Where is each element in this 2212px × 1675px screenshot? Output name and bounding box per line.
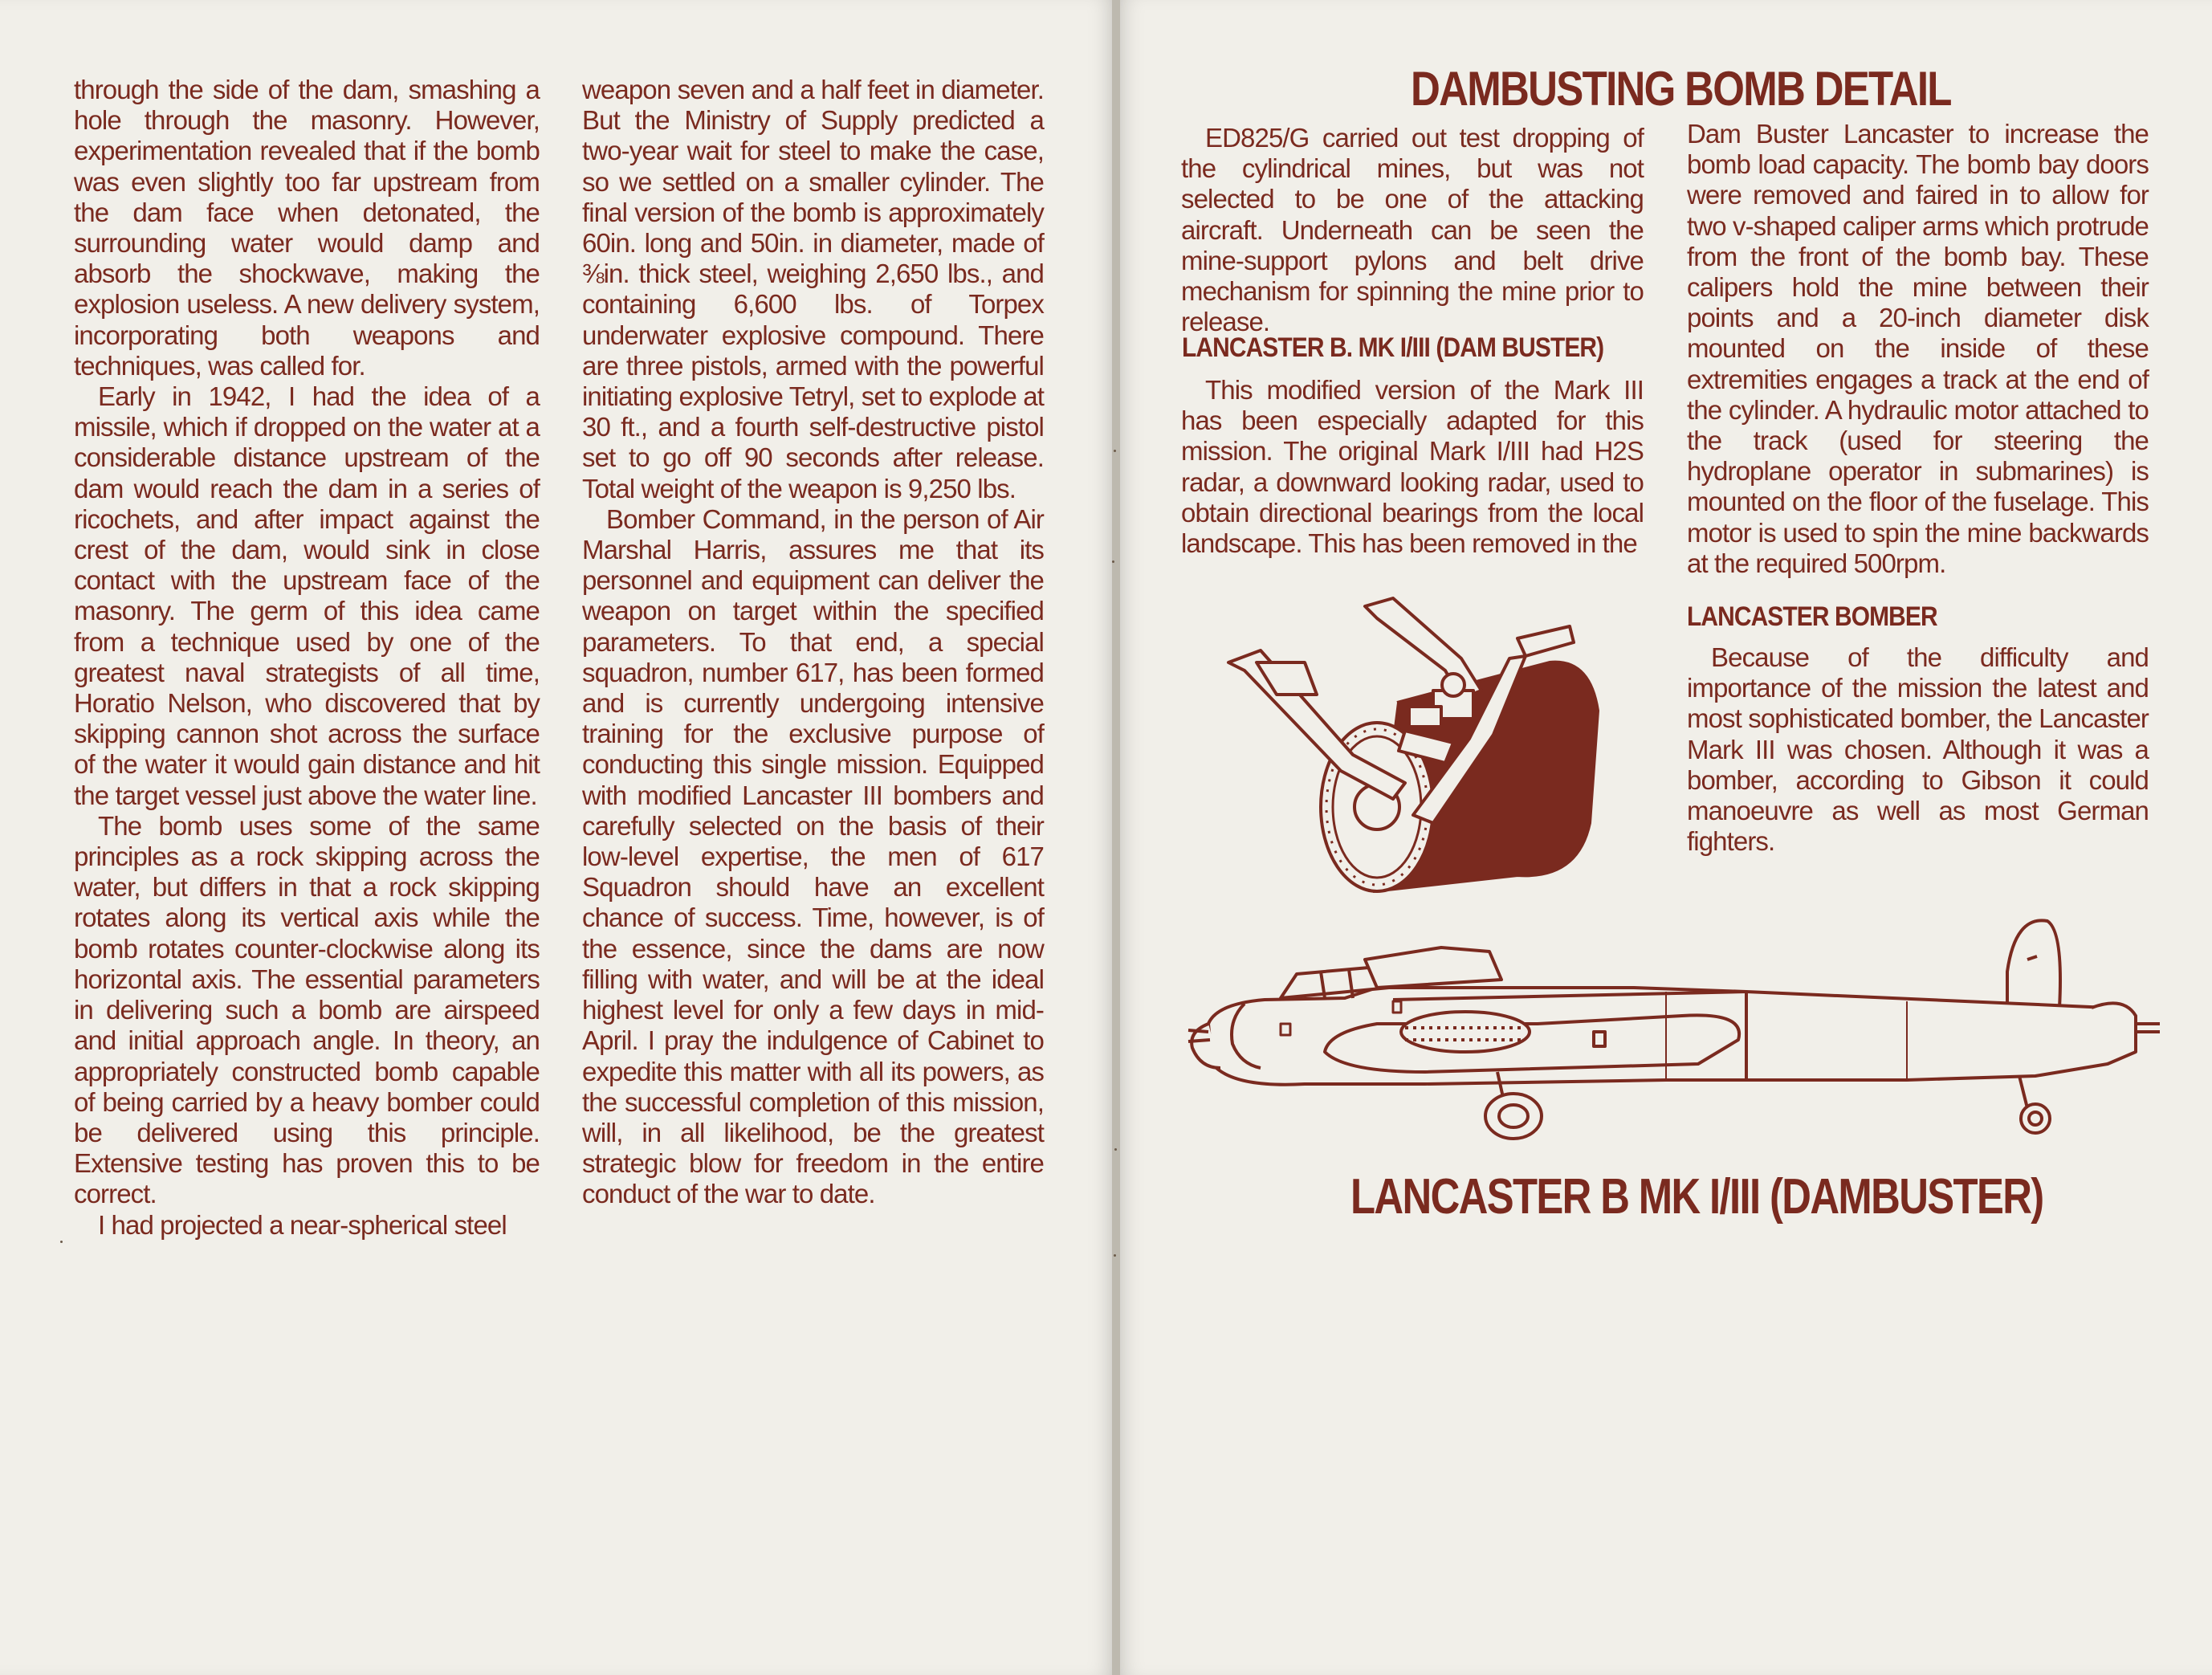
paragraph: Early in 1942, I had the idea of a missile, which if dropped on the water at a considerable distance upstream of the dam would reach the dam in a series of ricochets, and after impact against the crest of the dam, would sink in close contact with the upstream face of the masonry. The germ of this idea came from a technique used by one of the greatest naval strategists of all time, Horatio Nelson, who discovered that by skipping cannon shot across the surface of the water it would gain distance and hit the target vessel just above the water line. [74,381,540,810]
right-column-1-intro [1181,123,1644,337]
paragraph: This modified version of the Mark III has been especially adapted for this mission. The original Mark I/III had H2S radar, a downward looking radar, used to obtain directional bearings from the local landscape. This has been removed in the [1181,375,1644,559]
illustration-caption: LANCASTER B MK I/III (DAMBUSTER) [1350,1169,2043,1225]
left-column-2 [582,75,1044,1210]
paragraph: The bomb uses some of the same principles as a rock skipping across the water, but differs in that a rock skipping rotates along its vertical axis while the bomb rotates counter-clockwise along its horizontal axis. The essential parameters in delivering such a bomb are airspeed and initial approach angle. In theory, an appropriately constructed bomb capable of being carried by a heavy bomber could be delivered using this principle. Extensive testing has proven this to be correct. [74,810,540,1209]
paper-speck [1114,450,1116,452]
page-title: DAMBUSTING BOMB DETAIL [1411,62,1951,116]
paragraph: Bomber Command, in the person of Air Marshal Harris, assures me that its personnel and equipment can deliver the weapon on target within the specified parameters. To that end, a special squadron, number 617, has been formed and is currently undergoing intensive training for the exclusive purpose of conducting this single mission. Equipped with modified Lancaster III bombers and carefully selected on the basis of their low-level expertise, the men of 617 Squadron should have an excellent chance of success. Time, however, is of the essence, since the dams are now filling with water, and will be at the ideal highest level for only a few days in mid-April. I pray the indulgence of Cabinet to expedite this matter with all its powers, as the successful completion of this mission, will, in all likelihood, be the greatest strategic blow for freedom in the entire conduct of the war to date. [582,503,1044,1209]
right-column-2-top [1687,119,2149,579]
right-column-1-body [1181,375,1644,559]
left-column-1 [74,75,540,1241]
lancaster-bomber-illustration [1184,911,2180,1152]
paper-speck [1114,1254,1116,1257]
bouncing-bomb-illustration [1212,582,1614,911]
book-gutter [1112,0,1120,1675]
paper-speck [60,1241,63,1243]
right-column-2-body [1687,642,2149,857]
paragraph: Dam Buster Lancaster to increase the bomb load capacity. The bomb bay doors were removed and faired in to allow for two v-shaped caliper arms which protrude from the front of the bomb bay. These calipers hold the mine between their points and a 20-inch diameter disk mounted on the inside of these extremities engages a track at the end of the cylinder. A hydraulic motor attached to the track (used for steering the hydroplane operator in submarines) is mounted on the floor of the fuselage. This motor is used to spin the mine backwards at the required 500rpm. [1687,119,2149,578]
paragraph: weapon seven and a half feet in diameter. But the Ministry of Supply predicted a two-year wait for steel to make the case, so we settled on a smaller cylinder. The final version of the bomb is approximately 60in. long and 50in. in diameter, made of ⅜in. thick steel, weighing 2,650 lbs., and containing 6,600 lbs. of Torpex underwater explosive compound. There are three pistols, armed with the powerful initiating explosive Tetryl, set to explode at 30 ft., and a fourth self-destructive pistol set to go off 90 seconds after release. Total weight of the weapon is 9,250 lbs. [582,75,1044,503]
paragraph: ED825/G carried out test dropping of the cylindrical mines, but was not selected to be one of the attacking aircraft. Underneath can be seen the mine-support pylons and belt drive mechanism for spinning the mine prior to release. [1181,123,1644,337]
paper-speck [1114,1148,1117,1151]
paragraph: I had projected a near-spherical steel [98,1209,507,1240]
section-heading: LANCASTER BOMBER [1687,601,1937,632]
section-heading: LANCASTER B. MK I/III (DAM BUSTER) [1182,332,1604,363]
paper-speck [1112,560,1114,563]
paragraph: through the side of the dam, smashing a hole through the masonry. However, experimentation revealed that if the bomb was even slightly too far upstream from the dam face when detonated, the surrounding water would damp and absorb the shockwave, making the explosion useless. A new delivery system, incorporating both weapons and techniques, was called for. [74,75,540,381]
paragraph: Because of the difficulty and importance of the mission the latest and most sophisticated bomber, the Lancaster Mark III was chosen. Although it was a bomber, according to Gibson it could manoeuvre as well as most German fighters. [1687,642,2149,857]
